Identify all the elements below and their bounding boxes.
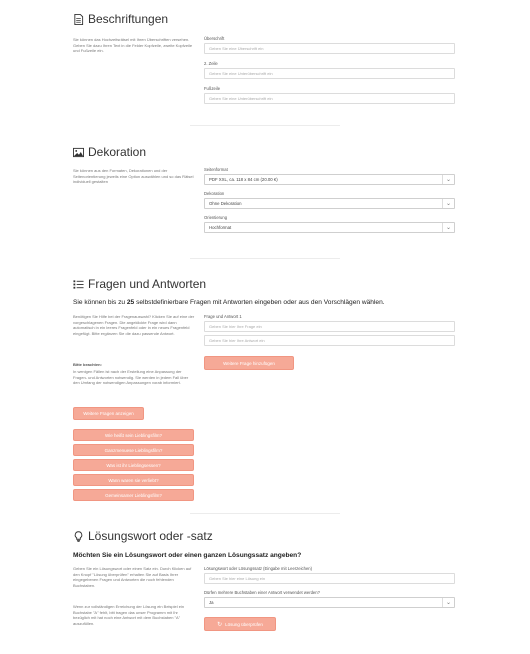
headline-prefix: Sie können bis zu: [73, 299, 127, 306]
document-icon: [73, 14, 84, 25]
section-loesung: [73, 527, 455, 647]
fields-column: [204, 167, 455, 233]
divider: [190, 513, 340, 514]
section-description: Sie können aus den Formaten, Dekorationen und der Seitenorientierung jeweils eine Option auswählen und so das Rätsel individuell gestalten: [73, 168, 194, 185]
orientation-select[interactable]: [204, 222, 455, 233]
decoration-select-value: Ohne Dekoration: [209, 201, 242, 206]
section-fragen: [73, 275, 455, 505]
suggestion-list: [73, 429, 194, 501]
heading-input[interactable]: Geben Sie eine Überschrift ein: [204, 43, 455, 54]
suggestion-button[interactable]: Gemeinsamer Lieblingsfilm?: [73, 489, 194, 501]
lightbulb-icon: [73, 531, 84, 542]
section-description: Sie können das Hochzeitsrätsel mit Ihren Überschriften versehen. Geben Sie dazu Ihren Text in die Felder Kopfzeile, zweite Kopfzeile und Fußzeile ein.: [73, 37, 193, 54]
section-headline: [73, 299, 455, 306]
chevron-down-icon: ⌄: [442, 223, 454, 232]
qa-column: [204, 314, 455, 370]
more-questions-button[interactable]: Weitere Fragen anzeigen: [73, 407, 144, 420]
section-title: [73, 145, 146, 159]
fields-column: [204, 36, 455, 104]
field-label-heading: Überschrift: [204, 36, 225, 41]
chevron-down-icon: ⌄: [442, 175, 454, 184]
second-line-input[interactable]: Geben Sie eine Unterüberschrift ein: [204, 68, 455, 79]
chevron-down-icon: ⌄: [442, 199, 454, 208]
suggestion-button[interactable]: Ganzmenuese Lieblingsfilm?: [73, 444, 194, 456]
answer-input[interactable]: Geben Sie hier Ihre Antwort ein: [204, 335, 455, 346]
check-solution-label: Lösung überprüfen: [225, 621, 263, 627]
question-input[interactable]: Geben Sie hier Ihre Frage ein: [204, 321, 455, 332]
orientation-select-value: Hochformat: [209, 225, 232, 230]
divider: [190, 258, 340, 259]
chevron-down-icon: ⌄: [442, 598, 454, 607]
format-select-value: PDF XXL, ca. 118 x 84 cm (20.00 €): [209, 177, 278, 182]
suggestion-button[interactable]: Wie heißt sein Lieblingsfilm?: [73, 429, 194, 441]
field-label-footer: Fußzeile: [204, 86, 221, 91]
section-title-text: Dekoration: [88, 145, 147, 159]
field-label-decoration: Dekoration: [204, 191, 225, 196]
section-title: [73, 529, 213, 543]
multiple-letters-value: Ja: [209, 600, 214, 605]
suggestion-button[interactable]: Was ist ihr Lieblingsessen?: [73, 459, 194, 471]
note-text: In wenigen Fällen ist nach der Erstellung eine Anpassung der Fragen- und Antworten notwendig. Sie werden in jedem Fall über den Umfang der notwendigen Anpassungen vorab informiert.: [73, 369, 189, 386]
solution-input[interactable]: Geben Sie hier eine Lösung ein: [204, 573, 455, 584]
field-label-orientation: Orientierung: [204, 215, 228, 220]
section-description: Geben Sie ein Lösungswort oder einen Satz ein. Durch Klicken auf den Knopf "Lösung überprüfen" erhalten Sie auf Basis Ihrer eingegebenen Fragen und Antworten die noch fehlenden Buchstaben.: [73, 566, 192, 588]
section-headline: Möchten Sie ein Lösungswort oder einen ganzen Lösungssatz angeben?: [73, 552, 302, 559]
headline-number: 25: [126, 299, 135, 306]
section-title-text: Fragen und Antworten: [88, 277, 207, 291]
format-select[interactable]: [204, 174, 455, 185]
divider: [190, 125, 340, 126]
section-title-text: Beschriftungen: [88, 12, 169, 26]
section-description-2: Wenn zur vollständigen Erreichung der Lösung ein Beispiel ein Buchstabe "A" fehlt, bitt tragen das unser Programm mit Ihr bezüglich mit hat noch eine Antwort mit dem Buchstaben "A" auszufüllen.: [73, 604, 185, 626]
suggestion-button[interactable]: Wann waren sie verliebt?: [73, 474, 194, 486]
solution-column: [204, 566, 455, 631]
field-label-format: Seitenformat: [204, 167, 228, 172]
headline-suffix: selbstdefinierbare Fragen mit Antworten eingeben oder aus den Vorschlägen wählen.: [134, 299, 385, 306]
image-icon: [73, 147, 84, 158]
add-question-button[interactable]: Weitere Frage hinzufügen: [204, 356, 294, 370]
multiple-letters-select[interactable]: [204, 597, 455, 608]
section-beschriftungen: [73, 10, 455, 120]
refresh-icon: ↻: [217, 621, 223, 628]
section-dekoration: [73, 143, 455, 253]
check-solution-button[interactable]: [204, 617, 276, 631]
section-title-text: Lösungswort oder -satz: [88, 529, 213, 543]
qa-label: Frage und Antwort 1: [204, 314, 242, 319]
list-icon: [73, 279, 84, 290]
field-label-second-line: 2. Zeile: [204, 61, 218, 66]
section-description: Benötigen Sie Hilfe bei der Fragenauswahl? Klicken Sie auf eine der vorgeschlagenen Fragen. Die angeklickte Frage wird dann automatisch in ein leeres Fragenfeld oder in ein neues Fragenfeld eingefügt. Bitte ergänzen Sie die dazu passende Antwort.: [73, 314, 195, 336]
section-title: [73, 277, 206, 291]
footer-input[interactable]: Geben Sie eine Unterüberschrift ein: [204, 93, 455, 104]
section-title: [73, 12, 168, 26]
multiple-letters-label: Dürfen mehrere Buchstaben einer Antwort verwendet werden?: [204, 590, 320, 595]
note-title: Bitte beachten:: [73, 362, 102, 367]
decoration-select[interactable]: [204, 198, 455, 209]
solution-label: Lösungswort oder Lösungssatz (Eingabe mit Leerzeichen): [204, 566, 313, 571]
